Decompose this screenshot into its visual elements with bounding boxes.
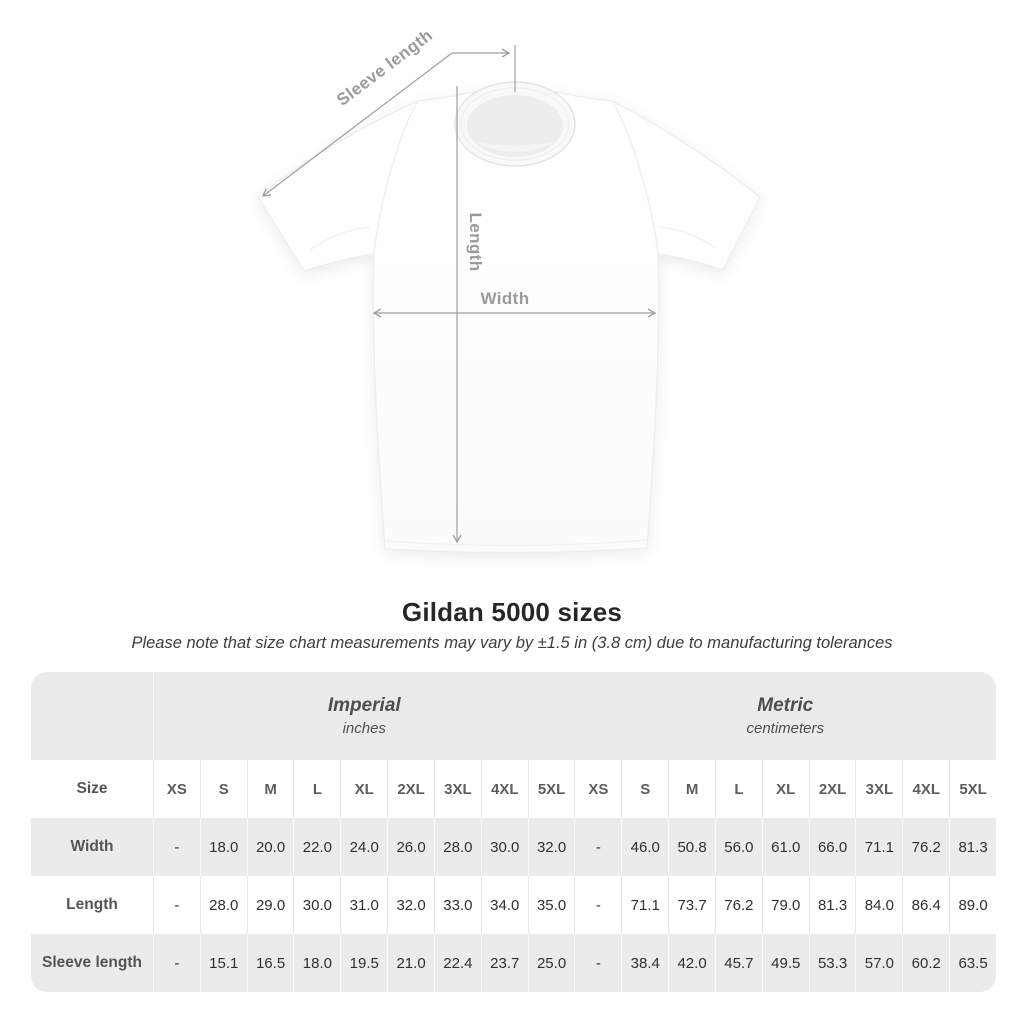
size-column-header-xl: XL	[340, 760, 387, 818]
value-cell: 24.0	[340, 818, 387, 876]
table-unit-group-row	[31, 672, 996, 760]
value-cell: 28.0	[434, 818, 481, 876]
value-cell: 22.4	[434, 934, 481, 992]
value-cell: 31.0	[340, 876, 387, 934]
size-column-header-5xl: 5XL	[949, 760, 996, 818]
length-label: Length	[466, 212, 485, 272]
value-cell: 15.1	[200, 934, 247, 992]
value-cell: 22.0	[293, 818, 340, 876]
size-column-header-s: S	[200, 760, 247, 818]
size-column-header-m: M	[247, 760, 294, 818]
value-cell: 35.0	[528, 876, 575, 934]
table-size-header-row	[31, 760, 996, 818]
table-row	[31, 934, 996, 992]
value-cell: 21.0	[387, 934, 434, 992]
value-cell: -	[153, 876, 200, 934]
tshirt-illustration	[258, 82, 760, 553]
size-column-header-4xl: 4XL	[902, 760, 949, 818]
value-cell: 76.2	[902, 818, 949, 876]
table-corner-cell	[31, 672, 153, 760]
value-cell: 73.7	[668, 876, 715, 934]
value-cell: 53.3	[809, 934, 856, 992]
value-cell: 49.5	[762, 934, 809, 992]
size-column-header-l: L	[293, 760, 340, 818]
value-cell: 84.0	[855, 876, 902, 934]
size-column-header-xs: XS	[153, 760, 200, 818]
row-label: Length	[66, 896, 118, 913]
value-cell: -	[153, 934, 200, 992]
value-cell: 16.5	[247, 934, 294, 992]
value-cell: -	[574, 818, 621, 876]
size-column-header-3xl: 3XL	[855, 760, 902, 818]
value-cell: 71.1	[621, 876, 668, 934]
value-cell: 81.3	[809, 876, 856, 934]
value-cell: 71.1	[855, 818, 902, 876]
row-label: Width	[70, 838, 114, 855]
value-cell: 32.0	[387, 876, 434, 934]
size-column-header-2xl: 2XL	[387, 760, 434, 818]
value-cell: 89.0	[949, 876, 996, 934]
value-cell: 79.0	[762, 876, 809, 934]
value-cell: 45.7	[715, 934, 762, 992]
value-cell: -	[153, 818, 200, 876]
value-cell: 81.3	[949, 818, 996, 876]
value-cell: 28.0	[200, 876, 247, 934]
value-cell: -	[574, 876, 621, 934]
value-cell: 66.0	[809, 818, 856, 876]
value-cell: 26.0	[387, 818, 434, 876]
sleeve-length-label: Sleeve length	[333, 25, 437, 110]
size-header-cell: Size	[76, 780, 108, 797]
value-cell: 30.0	[293, 876, 340, 934]
value-cell: 20.0	[247, 818, 294, 876]
size-column-header-xl: XL	[762, 760, 809, 818]
size-column-header-2xl: 2XL	[809, 760, 856, 818]
value-cell: 76.2	[715, 876, 762, 934]
unit-group-metric	[575, 672, 997, 760]
value-cell: 60.2	[902, 934, 949, 992]
value-cell: 33.0	[434, 876, 481, 934]
unit-group-name: Imperial	[327, 695, 401, 716]
size-table	[31, 672, 996, 992]
value-cell: 18.0	[293, 934, 340, 992]
value-cell: 25.0	[528, 934, 575, 992]
unit-group-name: Metric	[757, 695, 814, 716]
value-cell: 19.5	[340, 934, 387, 992]
value-cell: 56.0	[715, 818, 762, 876]
page-title: Gildan 5000 sizes	[401, 597, 623, 627]
value-cell: 32.0	[528, 818, 575, 876]
value-cell: 63.5	[949, 934, 996, 992]
value-cell: 29.0	[247, 876, 294, 934]
value-cell: 23.7	[481, 934, 528, 992]
value-cell: 38.4	[621, 934, 668, 992]
value-cell: -	[574, 934, 621, 992]
value-cell: 46.0	[621, 818, 668, 876]
size-column-header-5xl: 5XL	[528, 760, 575, 818]
tolerance-note: Please note that size chart measurements may vary by ±1.5 in (3.8 cm) due to manufacturing tolerances	[131, 634, 893, 652]
value-cell: 57.0	[855, 934, 902, 992]
size-column-header-xs: XS	[574, 760, 621, 818]
width-label: Width	[480, 289, 530, 308]
value-cell: 30.0	[481, 818, 528, 876]
size-column-header-3xl: 3XL	[434, 760, 481, 818]
size-column-header-l: L	[715, 760, 762, 818]
value-cell: 50.8	[668, 818, 715, 876]
unit-group-sublabel: centimeters	[746, 720, 825, 737]
value-cell: 42.0	[668, 934, 715, 992]
table-row	[31, 876, 996, 934]
size-column-header-4xl: 4XL	[481, 760, 528, 818]
value-cell: 34.0	[481, 876, 528, 934]
unit-group-sublabel: inches	[342, 720, 386, 737]
value-cell: 18.0	[200, 818, 247, 876]
value-cell: 61.0	[762, 818, 809, 876]
value-cell: 86.4	[902, 876, 949, 934]
row-label: Sleeve length	[42, 954, 142, 971]
unit-group-imperial	[153, 672, 575, 760]
size-column-header-m: M	[668, 760, 715, 818]
size-column-header-s: S	[621, 760, 668, 818]
table-row	[31, 818, 996, 876]
